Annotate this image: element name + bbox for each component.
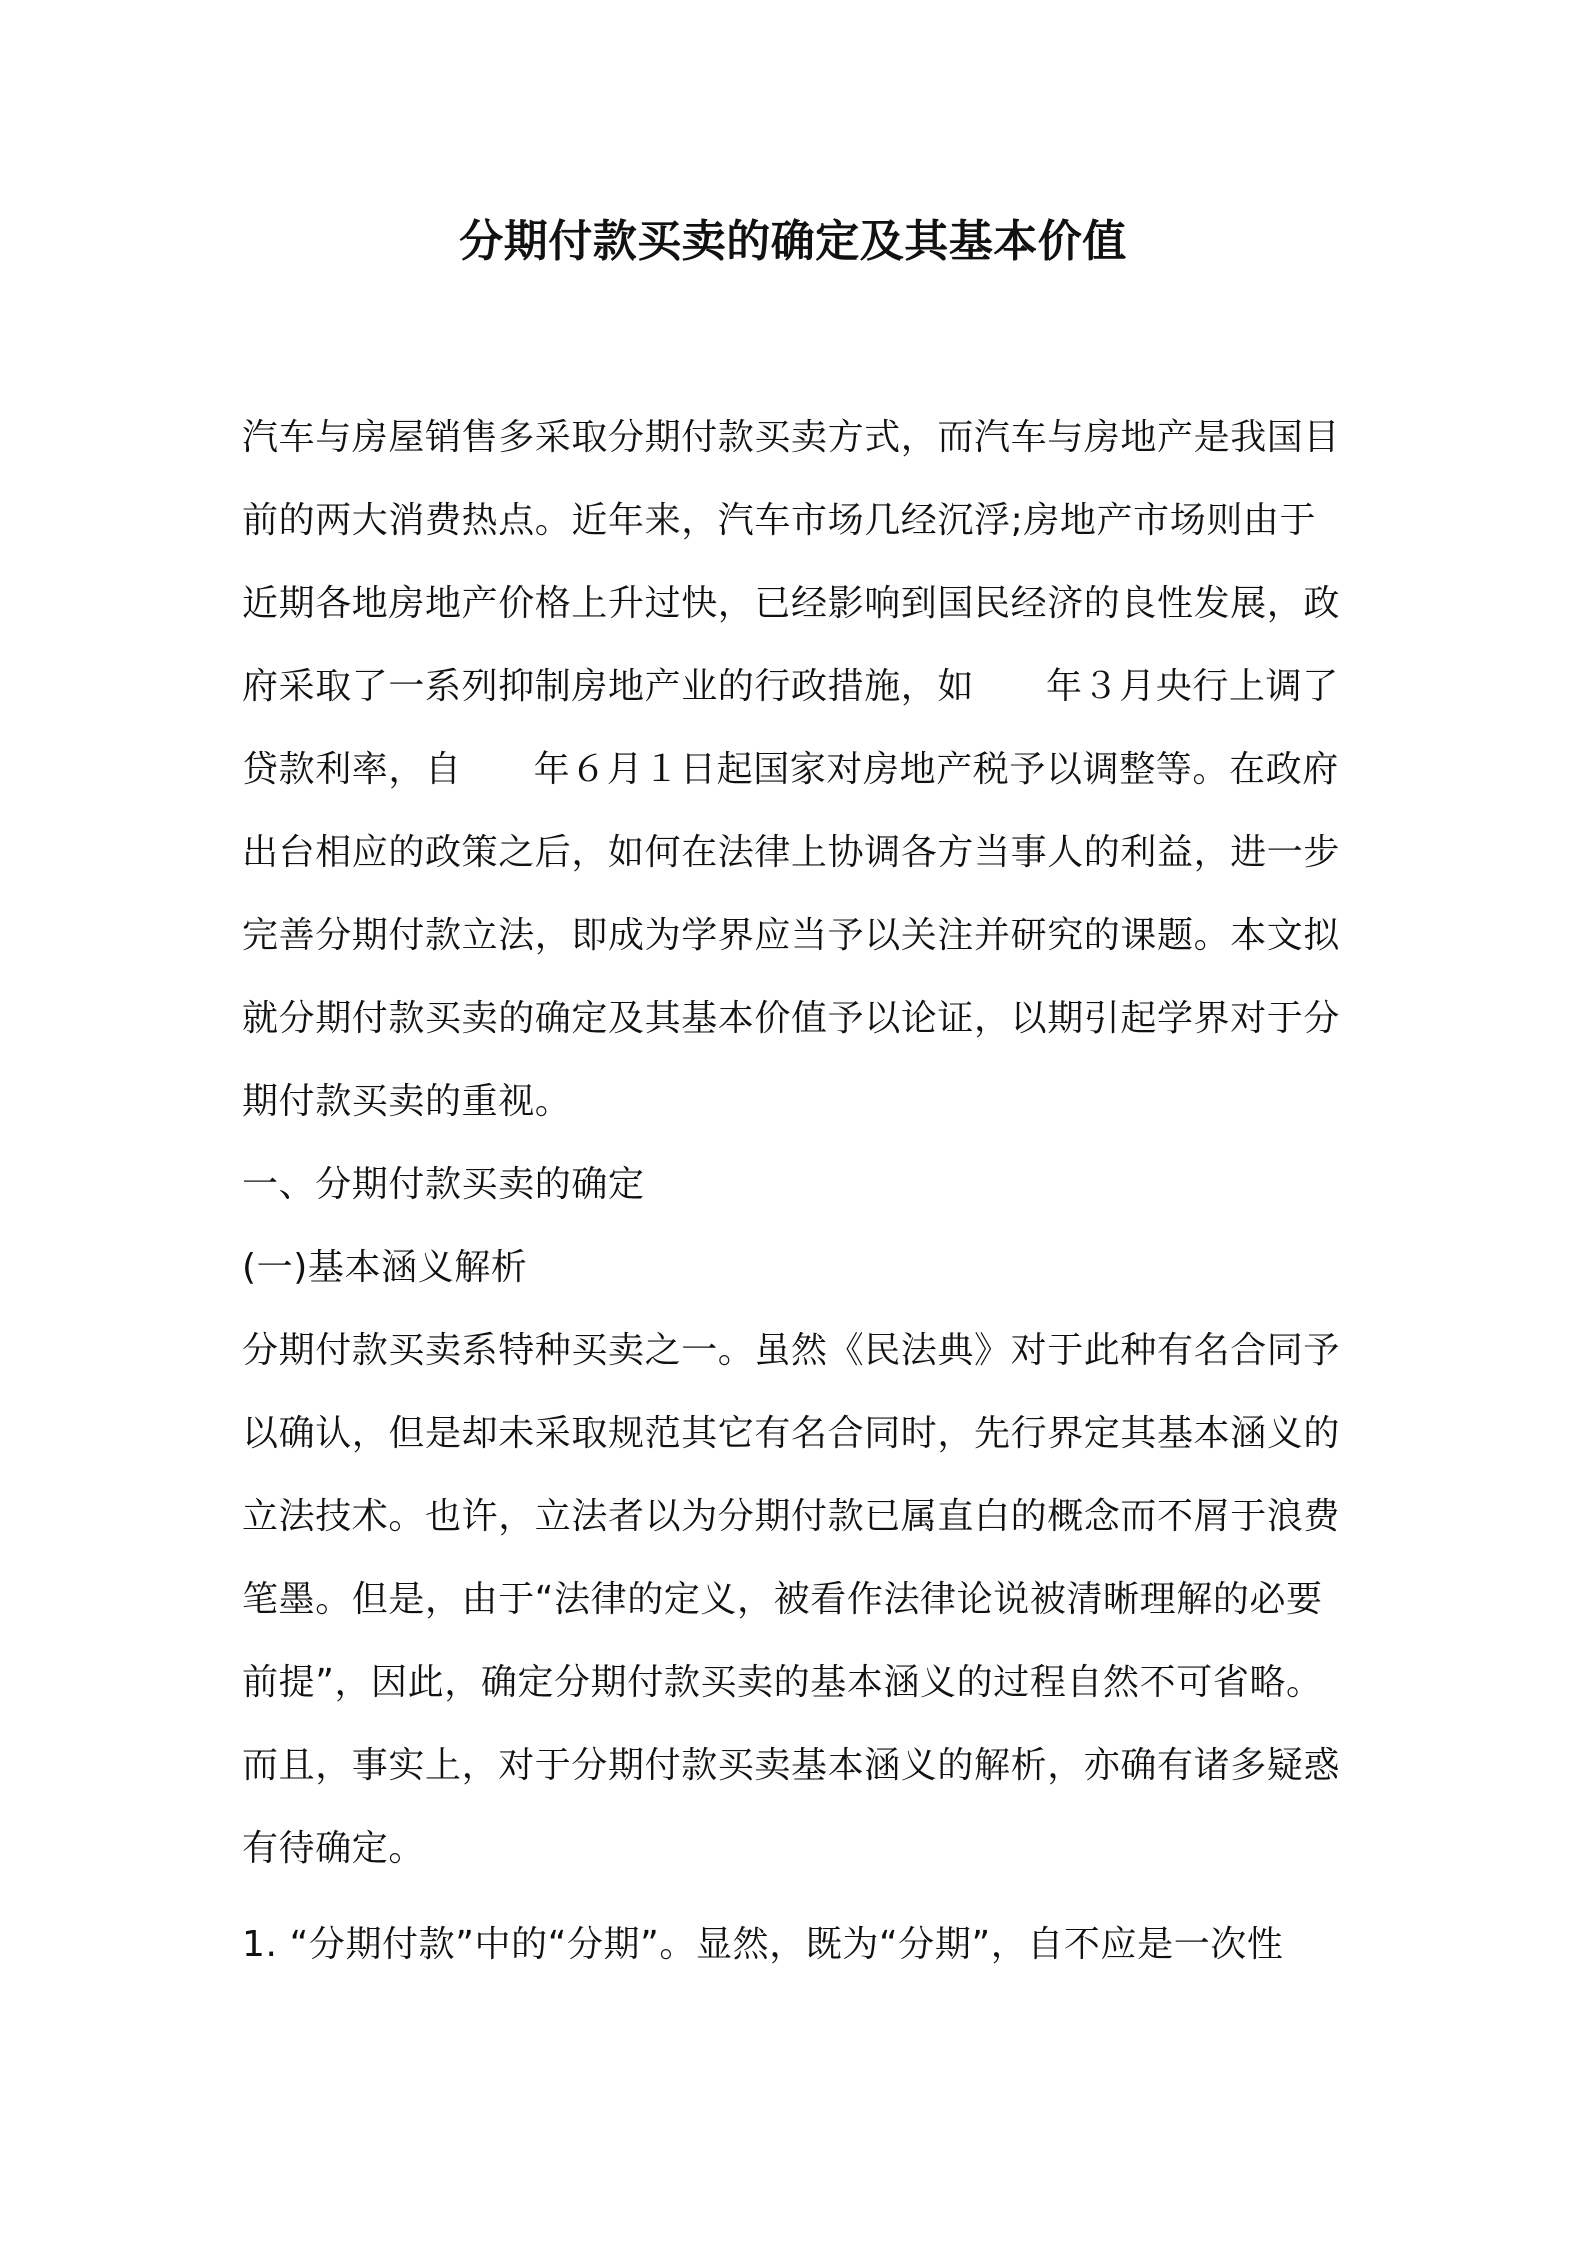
intro-line-8: 就分期付款买卖的确定及其基本价值予以论证，以期引起学界对于分 — [242, 998, 1341, 1039]
intro-line-2: 前的两大消费热点。近年来，汽车市场几经沉浮;房地产市场则由于 — [242, 500, 1317, 541]
section-line-1: 分期付款买卖系特种买卖之一。虽然《民法典》对于此种有名合同予 — [242, 1330, 1341, 1371]
intro-line-6: 出台相应的政策之后，如何在法律上协调各方当事人的利益，进一步 — [242, 832, 1341, 873]
intro-line-9: 期付款买卖的重视。 — [242, 1081, 572, 1122]
intro-line-4-part-1: 府采取了一系列抑制房地产业的行政措施，如 — [242, 666, 975, 707]
intro-line-1: 汽车与房屋销售多采取分期付款买卖方式，而汽车与房地产是我国目 — [242, 417, 1341, 458]
section-line-6: 而且，事实上，对于分期付款买卖基本涵义的解析，亦确有诸多疑惑 — [242, 1745, 1341, 1786]
intro-line-4-part-2: 年３月央行上调了 — [1046, 666, 1339, 707]
section-line-5: 前提”，因此，确定分期付款买卖的基本涵义的过程自然不可省略。 — [242, 1662, 1323, 1703]
section-line-7: 有待确定。 — [242, 1828, 426, 1869]
intro-line-5 — [242, 746, 1339, 794]
section-line-4: 笔墨。但是，由于“法律的定义，被看作法律论说被清晰理解的必要 — [242, 1579, 1323, 1620]
numbered-item-1: 1. “分期付款”中的“分期”。显然，既为“分期”，自不应是一次性 — [242, 1924, 1284, 1965]
intro-line-7: 完善分期付款立法，即成为学界应当予以关注并研究的课题。本文拟 — [242, 915, 1341, 956]
section-heading: 一、分期付款买卖的确定 — [242, 1164, 645, 1205]
section-line-2: 以确认，但是却未采取规范其它有名合同时，先行界定其基本涵义的 — [242, 1413, 1341, 1454]
section-line-3: 立法技术。也许，立法者以为分期付款已属直白的概念而不屑于浪费 — [242, 1496, 1341, 1537]
intro-line-4 — [242, 663, 1339, 711]
intro-line-5-part-2: 年６月１日起国家对房地产税予以调整等。在政府 — [533, 749, 1339, 790]
intro-line-3: 近期各地房地产价格上升过快，已经影响到国民经济的良性发展，政 — [242, 583, 1341, 624]
subsection-heading: (一)基本涵义解析 — [242, 1247, 528, 1288]
intro-line-5-part-1: 贷款利率，自 — [242, 749, 462, 790]
document-title: 分期付款买卖的确定及其基本价值 — [459, 216, 1127, 267]
